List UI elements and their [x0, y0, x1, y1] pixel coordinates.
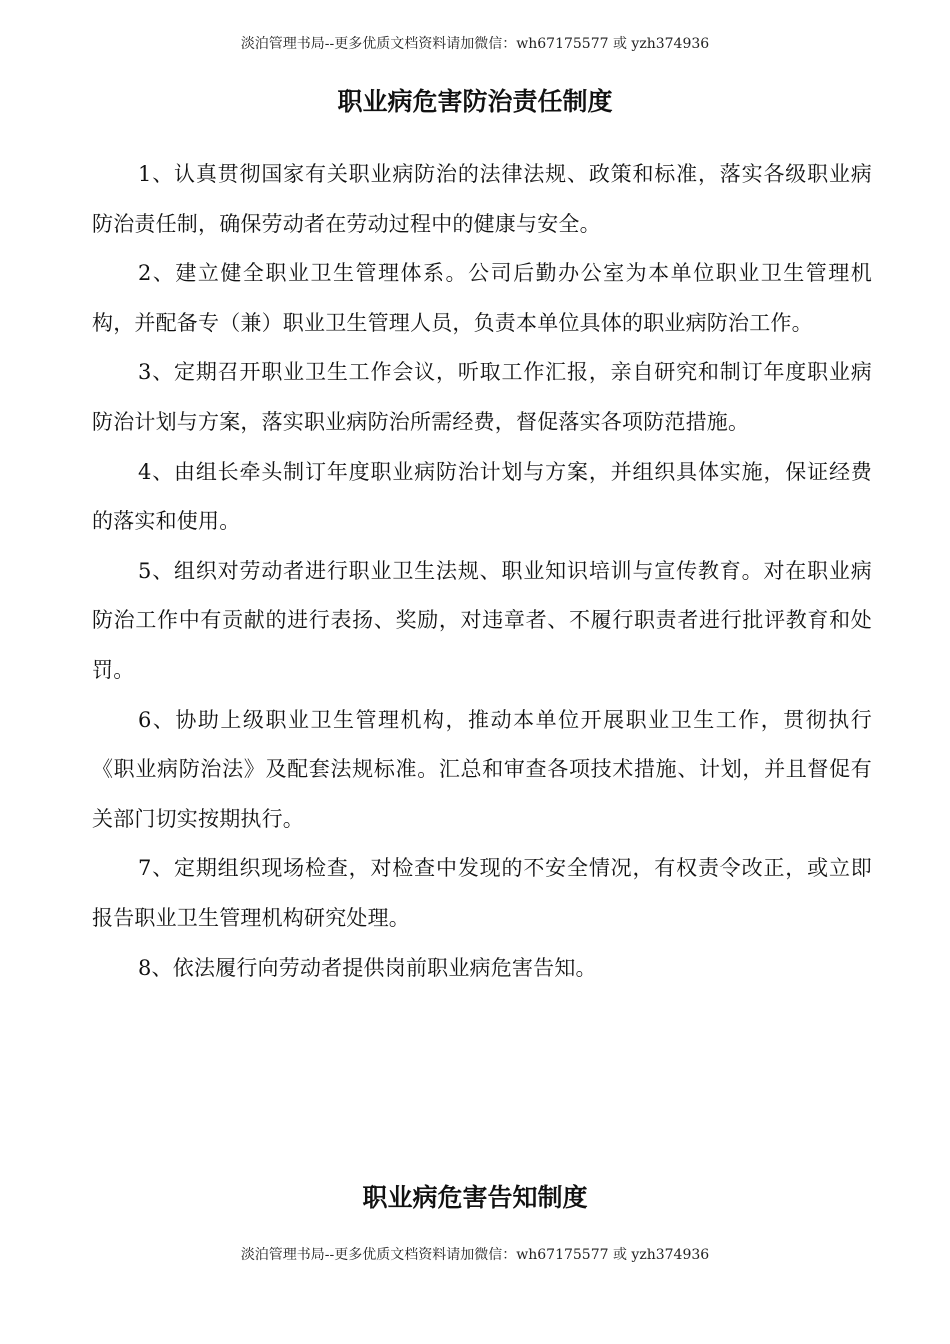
document-title: 职业病危害防治责任制度: [337, 87, 613, 116]
next-section-title: 职业病危害告知制度: [362, 1183, 588, 1212]
clause-7: 7、定期组织现场检查，对检查中发现的不安全情况，有权责令改正，或立即报告职业卫生管理机构研究处理。: [92, 856, 872, 930]
clause-5: 5、组织对劳动者进行职业卫生法规、职业知识培训与宣传教育。对在职业病防治工作中有贡献的进行表扬、奖励，对违章者、不履行职责者进行批评教育和处罚。: [92, 558, 872, 682]
clause-2: 2、建立健全职业卫生管理体系。公司后勤办公室为本单位职业卫生管理机构，并配备专（兼）职业卫生管理人员，负责本单位具体的职业病防治工作。: [92, 261, 872, 335]
document-body: [92, 150, 872, 993]
clause-3: 3、定期召开职业卫生工作会议，听取工作汇报，亲自研究和制订年度职业病防治计划与方案，落实职业病防治所需经费，督促落实各项防范措施。: [92, 360, 872, 434]
clause-1: 1、认真贯彻国家有关职业病防治的法律法规、政策和标准，落实各级职业病防治责任制，确保劳动者在劳动过程中的健康与安全。: [92, 162, 872, 236]
page-footer: 淡泊管理书局--更多优质文档资料请加微信：wh67175577 或 yzh374936: [240, 1247, 710, 1263]
page-header: 淡泊管理书局--更多优质文档资料请加微信：wh67175577 或 yzh374936: [240, 36, 710, 52]
clause-8: 8、依法履行向劳动者提供岗前职业病危害告知。: [138, 955, 597, 980]
clause-6: 6、协助上级职业卫生管理机构，推动本单位开展职业卫生工作，贯彻执行《职业病防治法》及配套法规标准。汇总和审查各项技术措施、计划，并且督促有关部门切实按期执行。: [92, 707, 872, 831]
clause-4: 4、由组长牵头制订年度职业病防治计划与方案，并组织具体实施，保证经费的落实和使用。: [92, 459, 872, 534]
